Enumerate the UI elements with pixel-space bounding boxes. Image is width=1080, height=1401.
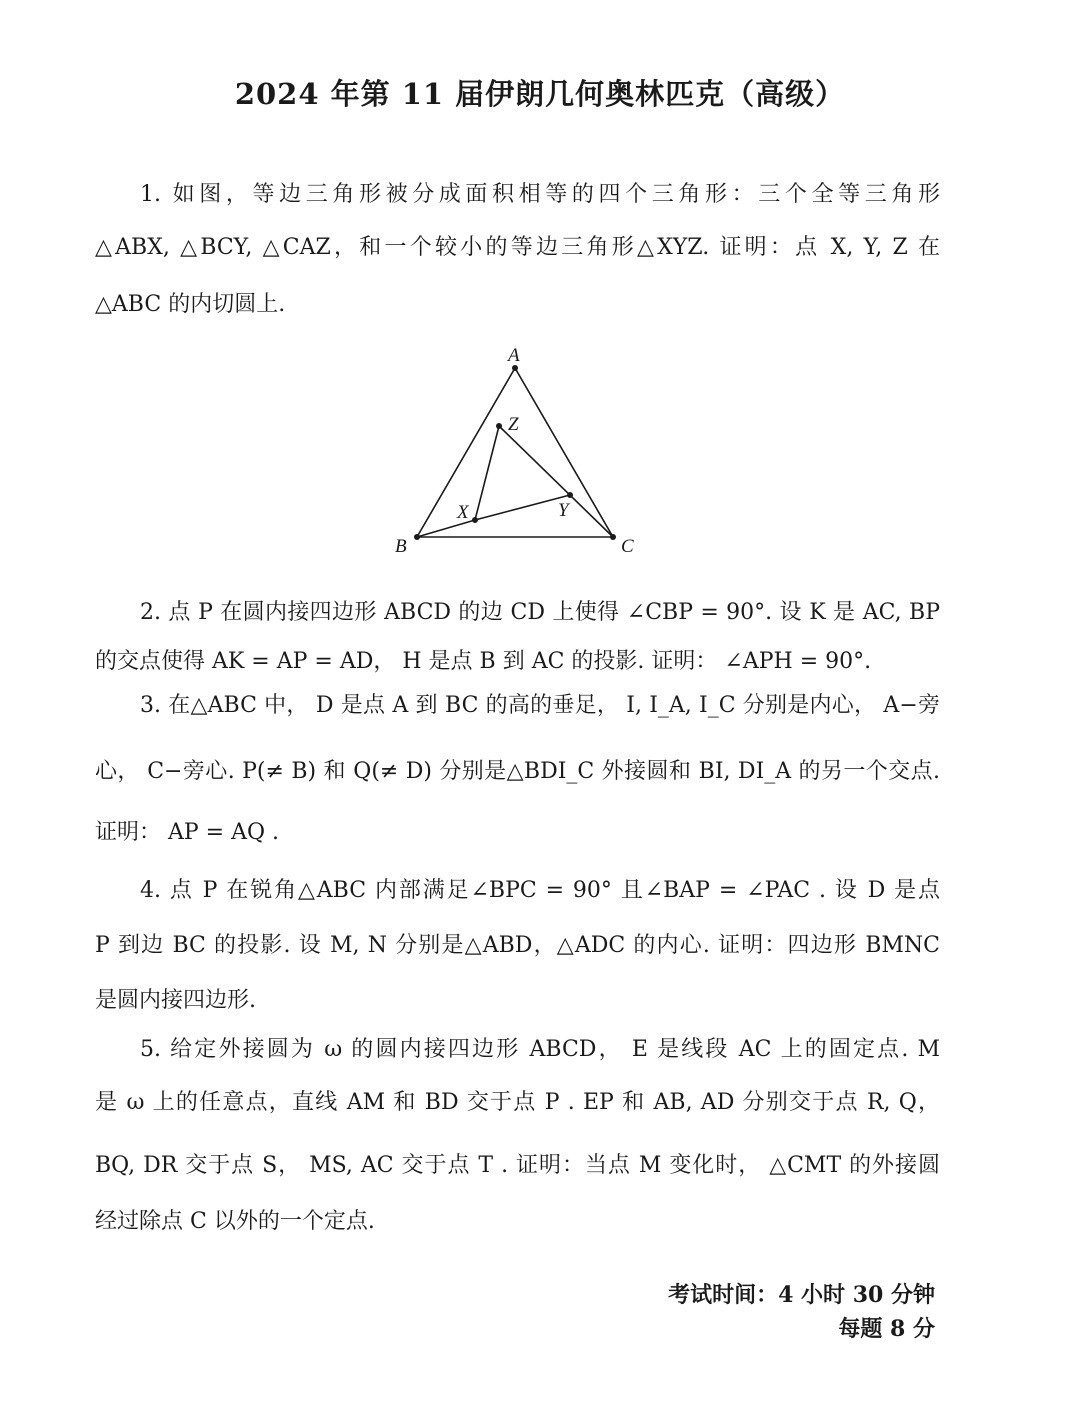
- point-z: [496, 423, 502, 429]
- exam-title: 2024 年第 11 届伊朗几何奥林匹克（高级）: [234, 77, 846, 111]
- problem-4-line-2: P 到边 BC 的投影. 设 M, N 分别是△ABD，△ADC 的内心. 证明：四边形 BMNC: [95, 933, 940, 958]
- label-x: X: [457, 502, 469, 523]
- label-a: A: [508, 345, 520, 366]
- problem-2-line-1: 2. 点 P 在圆内接四边形 ABCD 的边 CD 上使得 ∠CBP = 90°. 设 K 是 AC, BP: [140, 600, 940, 625]
- point-b: [414, 534, 420, 540]
- problem-3-line-1: 3. 在△ABC 中， D 是点 A 到 BC 的高的垂足， I, I_A, I_C 分别是内心， A−旁: [140, 693, 940, 718]
- problem-5-line-2: 是 ω 上的任意点，直线 AM 和 BD 交于点 P . EP 和 AB, AD 分别交于点 R, Q，: [95, 1090, 940, 1115]
- points-per-problem: 每题 8 分: [838, 1316, 935, 1342]
- problem-4-line-3: 是圆内接四边形.: [95, 988, 256, 1013]
- segment-zc: [499, 426, 613, 537]
- label-z: Z: [508, 414, 519, 435]
- label-c: C: [621, 536, 634, 557]
- label-b: B: [395, 536, 407, 557]
- segment-xy: [475, 495, 570, 520]
- problem-3-line-2: 心， C−旁心. P(≠ B) 和 Q(≠ D) 分别是△BDI_C 外接圆和 BI, DI_A 的另一个交点.: [95, 759, 940, 784]
- problem-1-line-1: 1. 如图，等边三角形被分成面积相等的四个三角形：三个全等三角形: [140, 182, 940, 207]
- point-y: [567, 492, 573, 498]
- point-c: [610, 534, 616, 540]
- triangle-abc: [417, 368, 613, 537]
- point-x: [472, 517, 478, 523]
- label-y: Y: [558, 500, 569, 521]
- problem-5-line-4: 经过除点 C 以外的一个定点.: [95, 1209, 375, 1234]
- problem-1-line-2: △ABX, △BCY, △CAZ，和一个较小的等边三角形△XYZ. 证明：点 X, Y, Z 在: [95, 235, 940, 260]
- problem-1-line-3: △ABC 的内切圆上.: [95, 292, 286, 317]
- problem-5-line-3: BQ, DR 交于点 S， MS, AC 交于点 T . 证明：当点 M 变化时， △CMT 的外接圆: [95, 1153, 940, 1178]
- segment-zx: [475, 426, 499, 520]
- equilateral-triangle-figure: [380, 340, 660, 565]
- problem-2-line-2: 的交点使得 AK = AP = AD， H 是点 B 到 AC 的投影. 证明： ∠APH = 90°.: [95, 649, 872, 674]
- problem-5-line-1: 5. 给定外接圆为 ω 的圆内接四边形 ABCD， E 是线段 AC 上的固定点. M: [140, 1037, 940, 1062]
- problem-4-line-1: 4. 点 P 在锐角△ABC 内部满足∠BPC = 90° 且∠BAP = ∠PAC . 设 D 是点: [140, 878, 940, 903]
- exam-time: 考试时间：4 小时 30 分钟: [668, 1282, 935, 1308]
- problem-3-line-3: 证明： AP = AQ .: [95, 820, 280, 845]
